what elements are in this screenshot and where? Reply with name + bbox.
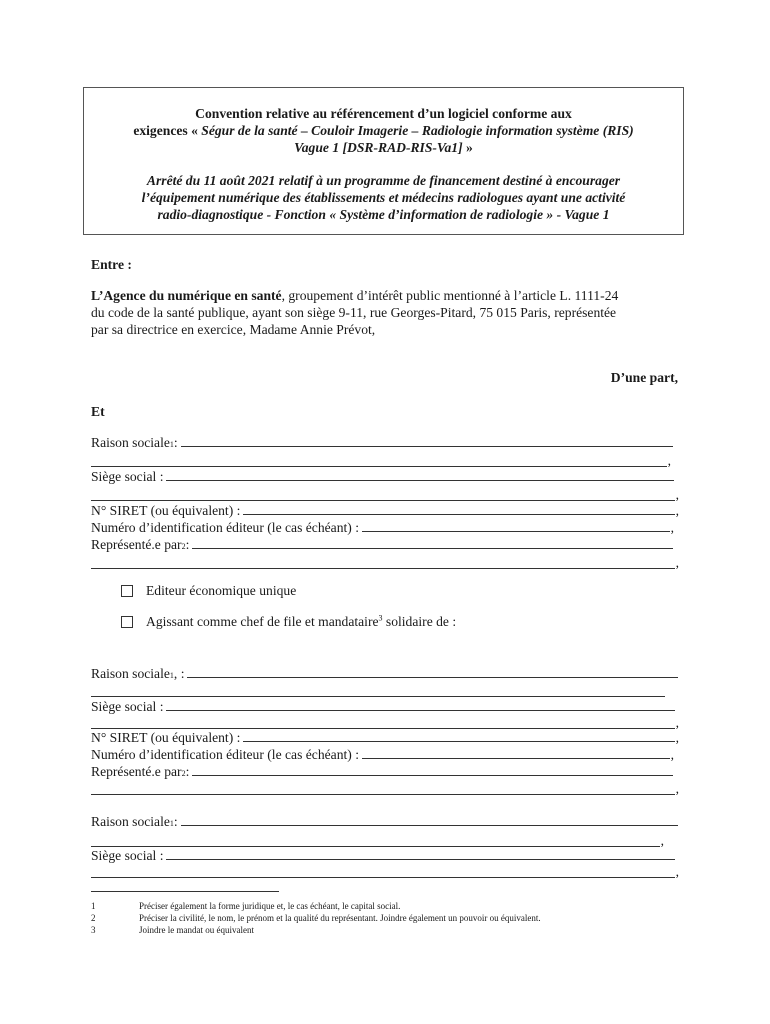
option-chef-de-file-label	[146, 614, 456, 630]
comma: ,	[660, 833, 664, 848]
agency-line-1	[91, 287, 691, 304]
raison-sociale-label-3: Raison sociale	[91, 814, 170, 829]
arrete-line-1: Arrêté du 11 août 2021 relatif à un programme de financement destiné à encourager	[146, 173, 621, 188]
checkbox-chef-de-file[interactable]	[121, 616, 133, 628]
comma: ,	[675, 781, 679, 796]
siret-field-2[interactable]	[91, 729, 679, 746]
siege-social-continuation-3[interactable]	[91, 866, 679, 878]
blank-line[interactable]	[91, 684, 665, 697]
footnote-2-text: Préciser la civilité, le nom, le prénom et la qualité du représentant. Joindre également un pouvoir ou équivalent.	[139, 913, 541, 923]
chef-de-file-text: Agissant comme chef de file et mandataire	[146, 614, 379, 629]
footnote-2-number: 2	[91, 913, 96, 923]
footnote-1-number: 1	[91, 901, 96, 911]
numero-editeur-field-2[interactable]	[91, 746, 674, 763]
raison-sociale-continuation[interactable]	[91, 455, 671, 467]
title-line-3-italic: Vague 1 [DSR-RAD-RIS-Va1]	[294, 140, 463, 155]
siege-social-line-2[interactable]	[166, 698, 675, 711]
option-chef-de-file[interactable]	[121, 614, 456, 630]
comma: ,	[675, 503, 679, 518]
represente-continuation-2[interactable]	[91, 783, 679, 795]
siege-social-field-2[interactable]	[91, 698, 675, 715]
option-editeur-unique[interactable]	[121, 583, 296, 599]
footnote-ref-3: 3	[378, 613, 383, 623]
siret-line-2[interactable]	[243, 729, 674, 742]
chef-de-file-suffix: solidaire de :	[382, 614, 457, 629]
checkbox-editeur-unique[interactable]	[121, 585, 133, 597]
agency-name: L’Agence du numérique en santé	[91, 288, 282, 303]
arrete-line-3: radio-diagnostique - Fonction « Système d’information de radiologie » - Vague 1	[157, 207, 610, 222]
represente-line[interactable]	[192, 536, 673, 549]
numero-editeur-line-2[interactable]	[362, 746, 670, 759]
blank-line[interactable]	[91, 488, 675, 501]
title-line-1: Convention relative au référencement d’un logiciel conforme aux	[195, 106, 572, 121]
comma: ,	[675, 864, 679, 879]
siege-social-label: Siège social :	[91, 469, 164, 484]
title-line-2-prefix: exigences «	[133, 123, 202, 138]
siege-social-label-2: Siège social :	[91, 699, 164, 714]
represente-continuation[interactable]	[91, 557, 679, 569]
siege-social-field-3[interactable]	[91, 847, 675, 864]
dune-part-label: D’une part,	[610, 370, 678, 385]
agency-desc-1: , groupement d’intérêt public mentionné à l’article L. 1111-24	[281, 288, 619, 303]
siege-social-label-3: Siège social :	[91, 848, 164, 863]
blank-line[interactable]	[91, 834, 660, 847]
footnote-2	[91, 913, 541, 924]
raison-sociale-field-2[interactable]: Raison sociale 1 , :	[91, 665, 678, 682]
entre-label: Entre :	[91, 257, 132, 272]
represente-label-2: Représenté.e par	[91, 764, 182, 779]
title-box	[83, 87, 684, 235]
raison-sociale-line-2[interactable]	[187, 665, 678, 678]
represente-field[interactable]: Représenté.e par 2 :	[91, 536, 673, 553]
agency-paragraph	[91, 287, 691, 338]
footnote-3-number: 3	[91, 925, 96, 935]
comma: ,	[675, 715, 679, 730]
footnote-3-text: Joindre le mandat ou équivalent	[139, 925, 254, 935]
arrete-line-2: l’équipement numérique des établissements et médecins radiologues ayant une activité	[141, 190, 626, 205]
siret-label: N° SIRET (ou équivalent) :	[91, 503, 241, 518]
siege-social-continuation-2[interactable]	[91, 717, 679, 729]
numero-editeur-label-2: Numéro d’identification éditeur (le cas échéant) :	[91, 747, 359, 762]
title-line-2	[84, 122, 683, 139]
agency-line-2: du code de la santé publique, ayant son siège 9-11, rue Georges-Pitard, 75 015 Paris, représentée	[91, 305, 617, 320]
raison-sociale-continuation-3[interactable]	[91, 835, 664, 847]
colon-comma: , :	[173, 666, 185, 681]
raison-sociale-label-2: Raison sociale	[91, 666, 170, 681]
blank-line[interactable]	[91, 782, 675, 795]
footnote-1-text: Préciser également la forme juridique et, le cas échéant, le capital social.	[139, 901, 401, 911]
raison-sociale-line[interactable]	[181, 434, 673, 447]
raison-sociale-label: Raison sociale	[91, 435, 170, 450]
blank-line[interactable]	[91, 454, 667, 467]
comma: ,	[670, 747, 674, 762]
footnote-separator	[91, 891, 279, 892]
represente-field-2[interactable]: Représenté.e par 2 :	[91, 763, 673, 780]
et-label: Et	[91, 404, 105, 419]
comma: ,	[667, 453, 671, 468]
raison-sociale-field-3[interactable]: Raison sociale 1 :	[91, 813, 678, 830]
siret-field[interactable]	[91, 502, 679, 519]
raison-sociale-continuation-2[interactable]	[91, 685, 665, 697]
blank-line[interactable]	[91, 716, 675, 729]
arrete-text	[84, 172, 683, 223]
siege-social-line[interactable]	[166, 468, 674, 481]
numero-editeur-field[interactable]	[91, 519, 674, 536]
agency-line-3: par sa directrice en exercice, Madame Annie Prévot,	[91, 322, 376, 337]
raison-sociale-field[interactable]: Raison sociale 1 :	[91, 434, 673, 451]
blank-line[interactable]	[91, 556, 675, 569]
colon: :	[173, 435, 178, 450]
siege-social-continuation[interactable]	[91, 489, 679, 501]
siret-label-2: N° SIRET (ou équivalent) :	[91, 730, 241, 745]
option-editeur-unique-label: Editeur économique unique	[146, 583, 297, 598]
title-line-2-italic: Ségur de la santé – Couloir Imagerie – Radiologie information système (RIS)	[201, 123, 634, 138]
numero-editeur-line[interactable]	[362, 519, 670, 532]
comma: ,	[675, 730, 679, 745]
title-line-3-suffix: »	[462, 140, 473, 155]
footnote-1	[91, 901, 400, 912]
represente-label: Représenté.e par	[91, 537, 182, 552]
blank-line[interactable]	[91, 865, 675, 878]
siret-line[interactable]	[243, 502, 674, 515]
raison-sociale-line-3[interactable]	[181, 813, 678, 826]
comma: ,	[675, 487, 679, 502]
colon: :	[185, 537, 190, 552]
siege-social-line-3[interactable]	[166, 847, 675, 860]
colon: :	[173, 814, 178, 829]
siege-social-field[interactable]	[91, 468, 674, 485]
footnote-3	[91, 925, 254, 936]
colon: :	[185, 764, 190, 779]
represente-line-2[interactable]	[192, 763, 673, 776]
comma: ,	[675, 555, 679, 570]
title-line-3	[84, 139, 683, 156]
comma: ,	[670, 520, 674, 535]
numero-editeur-label: Numéro d’identification éditeur (le cas échéant) :	[91, 520, 359, 535]
